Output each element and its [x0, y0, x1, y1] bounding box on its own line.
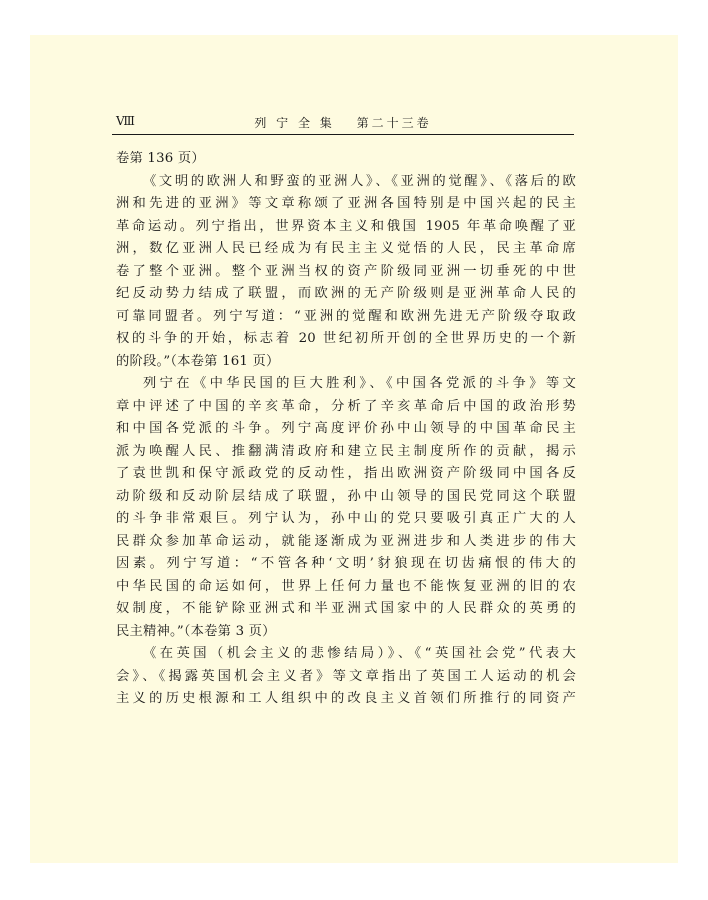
text-line: 民主精神。”（本卷第 3 页）: [116, 623, 276, 639]
text-line: 纪反动势力结成了联盟，而欧洲的无产阶级则是亚洲革命人民的: [116, 286, 576, 301]
text-line: 卷第 136 页）: [116, 151, 205, 166]
text-line: 权的斗争的开始，标志着 20 世纪初所开创的全世界历史的一个新: [116, 331, 576, 346]
text-line: 卷了整个亚洲。整个亚洲当权的资产阶级同亚洲一切垂死的中世: [116, 263, 576, 279]
body-text: [116, 148, 576, 711]
text-line: 的斗争非常艰巨。列宁认为，孙中山的党只要吸引真正广大的人: [116, 511, 576, 526]
paragraph-start-line: 《文明的欧洲人和野蛮的亚洲人》、《亚洲的觉醒》、《落后的欧: [143, 173, 576, 189]
text-line: 洲，数亿亚洲人民已经成为有民主主义觉悟的人民，民主革命席: [116, 241, 576, 256]
text-line: 可靠同盟者。列宁写道：“亚洲的觉醒和欧洲先进无产阶级夺取政: [116, 308, 576, 324]
paragraph-start-line: 列宁在《中华民国的巨大胜利》、《中国各党派的斗争》等文: [143, 376, 576, 391]
text-line: 的阶段。”（本卷第 161 页）: [116, 353, 280, 369]
page-number: Ⅷ: [116, 114, 135, 128]
paragraph-start-line: 《在英国（机会主义的悲惨结局）》、《“英国社会党”代表大: [143, 646, 576, 661]
text-line: 中华民国的命运如何，世界上任何力量也不能恢复亚洲的旧的农: [116, 578, 576, 594]
text-line: 了袁世凯和保守派政党的反动性，指出欧洲资产阶级同中国各反: [116, 466, 576, 481]
text-line: 主义的历史根源和工人组织中的改良主义首领们所推行的同资产: [116, 691, 576, 706]
header-rule: [112, 134, 574, 135]
text-line: 洲和先进的亚洲》等文章称颂了亚洲各国特别是中国兴起的民主: [116, 196, 576, 211]
text-line: 章中评述了中国的辛亥革命，分析了辛亥革命后中国的政治形势: [116, 398, 576, 414]
running-title: 列 宁 全 集 第二十三卷: [254, 116, 432, 130]
text-line: 因素。列宁写道：“不管各种‘文明’豺狼现在切齿痛恨的伟大的: [116, 556, 576, 571]
text-line: 会》、《揭露英国机会主义者》等文章指出了英国工人运动的机会: [116, 668, 576, 684]
text-line: 革命运动。列宁指出，世界资本主义和俄国 1905 年革命唤醒了亚: [116, 218, 576, 234]
page-header: [112, 110, 574, 136]
text-line: 奴制度，不能铲除亚洲式和半亚洲式国家中的人民群众的英勇的: [116, 601, 576, 616]
text-line: 民群众参加革命运动，就能逐渐成为亚洲进步和人类进步的伟大: [116, 533, 576, 549]
text-line: 和中国各党派的斗争。列宁高度评价孙中山领导的中国革命民主: [116, 421, 576, 436]
text-line: 派为唤醒人民、推翻满清政府和建立民主制度所作的贡献，揭示: [116, 443, 576, 459]
text-line: 动阶级和反动阶层结成了联盟，孙中山领导的国民党同这个联盟: [116, 488, 576, 504]
